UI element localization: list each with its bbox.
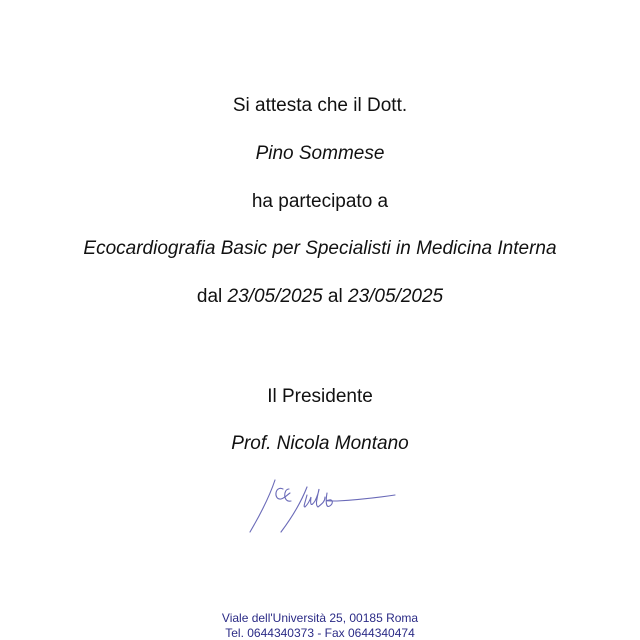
signature-image [245,475,405,535]
date-start: 23/05/2025 [227,286,323,307]
participant-name: Pino Sommese [255,143,385,164]
course-title: Ecocardiografia Basic per Specialisti in Medicina Interna [83,238,557,259]
course-dates [0,286,640,308]
date-mid: al [327,286,343,307]
intro-text: Si attesta che il Dott. [232,95,408,116]
date-prefix: dal [196,286,223,307]
president-role: Il Presidente [267,386,373,407]
president-name: Prof. Nicola Montano [231,433,409,454]
footer-contacts: Tel. 0644340373 - Fax 0644340474 [225,626,415,640]
date-end: 23/05/2025 [348,286,444,307]
footer-address: Viale dell'Università 25, 00185 Roma [221,611,419,625]
participated-text: ha partecipato a [251,191,389,212]
